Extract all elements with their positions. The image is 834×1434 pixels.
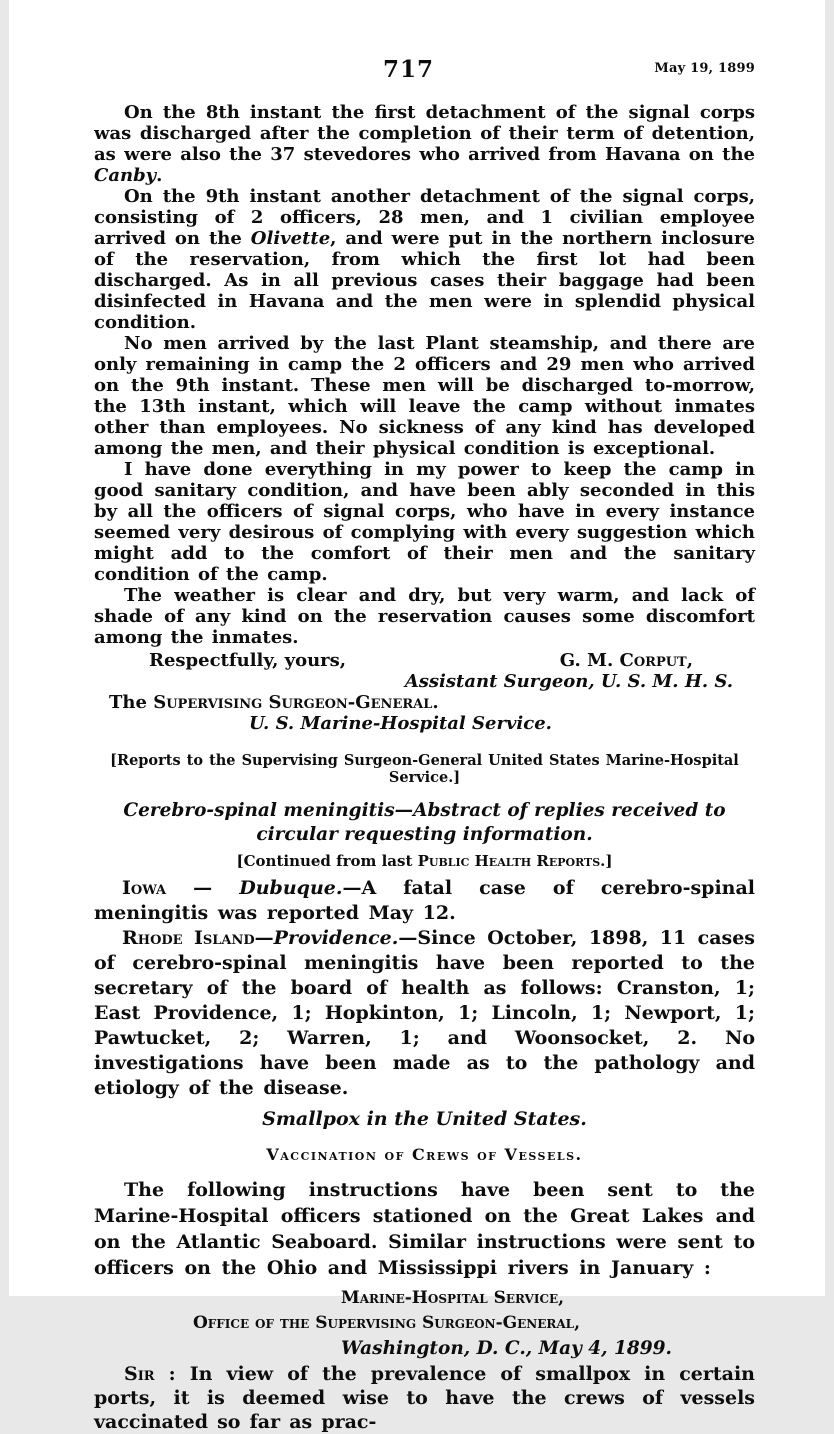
letterhead-office: Office of the Supervising Surgeon-General, [192,1313,581,1333]
paragraph-text: , and were put in the northern inclosure of the reservation, from which the first lot had been discharged. As in all previous cases their baggage had been disinfected in Havana and the men were in splendid physical condition. [94,228,755,333]
document-page [9,0,825,1433]
intro-paragraph: The following instructions have been sent to the Marine-Hospital officers stationed on the Great Lakes and on the Atlantic Seaboard. Similar instructions were sent to officers on the Ohio and Mississippi rivers in January : [94,1179,755,1279]
closing-phrase: Respectfully, yours, [149,650,347,671]
signer-name: G. M. Corput, [559,650,693,671]
continued-text: [Continued from last [236,852,418,870]
report-paragraph-3: No men arrived by the last Plant steamship, and there are only remaining in camp the 2 officers and 29 men who arrived on the 9th instant. These men will be discharged to-morrow, the 13th instant, which will leave the camp without inmates other than employees. No sickness of any kind has developed among the men, and their physical condition is exceptional. [94,333,755,459]
smallpox-section-heading: Smallpox in the United States. [262,1108,587,1130]
separator-dash: — [166,877,240,899]
state-name-iowa: Iowa [122,877,167,899]
report-paragraph-5: The weather is clear and dry, but very warm, and lack of shade of any kind on the reservation causes some discomfort among the inmates. [94,585,755,648]
report-paragraph-4: I have done everything in my power to keep the camp in good sanitary condition, and have been ably seconded in this by all the officers of signal corps, who have in every instance seemed very desirous of complying with every suggestion which might add to the comfort of their men and the sanitary condition of the camp. [94,459,755,585]
report-paragraph-1 [94,102,755,186]
source-note: [Reports to the Supervising Surgeon-General United States Marine-Hospital Service.] [110,752,739,786]
vaccination-sub-heading: Vaccination of Crews of Vessels. [266,1145,583,1164]
addressee-name: Supervising Surgeon-General. [153,692,439,713]
separator-dash: — [254,927,274,949]
issue-date: May 19, 1899 [654,61,755,76]
letterhead-dateline: Washington, D. C., May 4, 1899. [341,1338,672,1359]
rhode-island-case-paragraph [94,926,755,1101]
city-name-providence: Providence. [273,927,399,949]
letter-paragraph [94,1362,755,1434]
city-name-dubuque: Dubuque. [239,877,343,899]
publication-name: Public Health Reports [417,852,601,870]
page-content [94,56,755,1434]
addressee-organization: U. S. Marine-Hospital Service. [249,713,552,734]
page-header [94,56,755,84]
addressee-prefix: The [109,692,154,713]
iowa-case-paragraph [94,876,755,926]
letterhead-block [94,1286,755,1361]
state-case-reports [94,876,755,1101]
report-paragraph-2 [94,186,755,333]
letter-text: : In view of the prevalence of smallpox in certain ports, it is deemed wise to have the crews of vessels vaccinated so far as prac- [94,1363,755,1433]
signer-title: Assistant Surgeon, U. S. M. H. S. [404,671,733,692]
paragraph-text: . [156,165,163,186]
salutation: Sir [124,1363,155,1385]
instructions-intro [94,1177,755,1281]
page-number: 717 [382,56,434,83]
report-body [94,102,755,648]
signature-block [94,650,755,738]
continued-note [94,852,755,870]
letter-body [94,1362,755,1434]
letterhead-service: Marine-Hospital Service, [340,1288,565,1308]
paragraph-text: On the 8th instant the first detachment of the signal corps was discharged after the completion of their term of detention, as were also the 37 stevedores who arrived from Havana on the [94,102,755,165]
article-heading: Cerebro-spinal meningitis—Abstract of replies received to circular requesting information. [123,800,726,845]
paragraph-text: —A fatal case of cerebro-spinal meningitis was reported May 12. [94,877,756,924]
paragraph-text: On the 9th instant another detachment of the signal corps, consisting of 2 officers, 28 men, and 1 civilian employee arrived on the [94,186,755,249]
paragraph-text: —Since October, 1898, 11 cases of cerebro-spinal meningitis have been reported to the secretary of the board of health as follows: Cranston, 1; East Providence, 1; Hopkinton, 1; Lincoln, 1; Newport, 1; Pawtucket, 2; Warren, 1; and Woonsocket, 2. No investigations have been made as to the pathology and etiology of the disease. [94,927,755,1099]
state-name-rhode-island: Rhode Island [122,927,255,949]
ship-name-olivette: Olivette [250,228,331,249]
addressee-line [109,692,755,713]
signature-row [94,650,755,671]
continued-text: .] [600,852,613,870]
ship-name-canby: Canby [94,165,157,186]
